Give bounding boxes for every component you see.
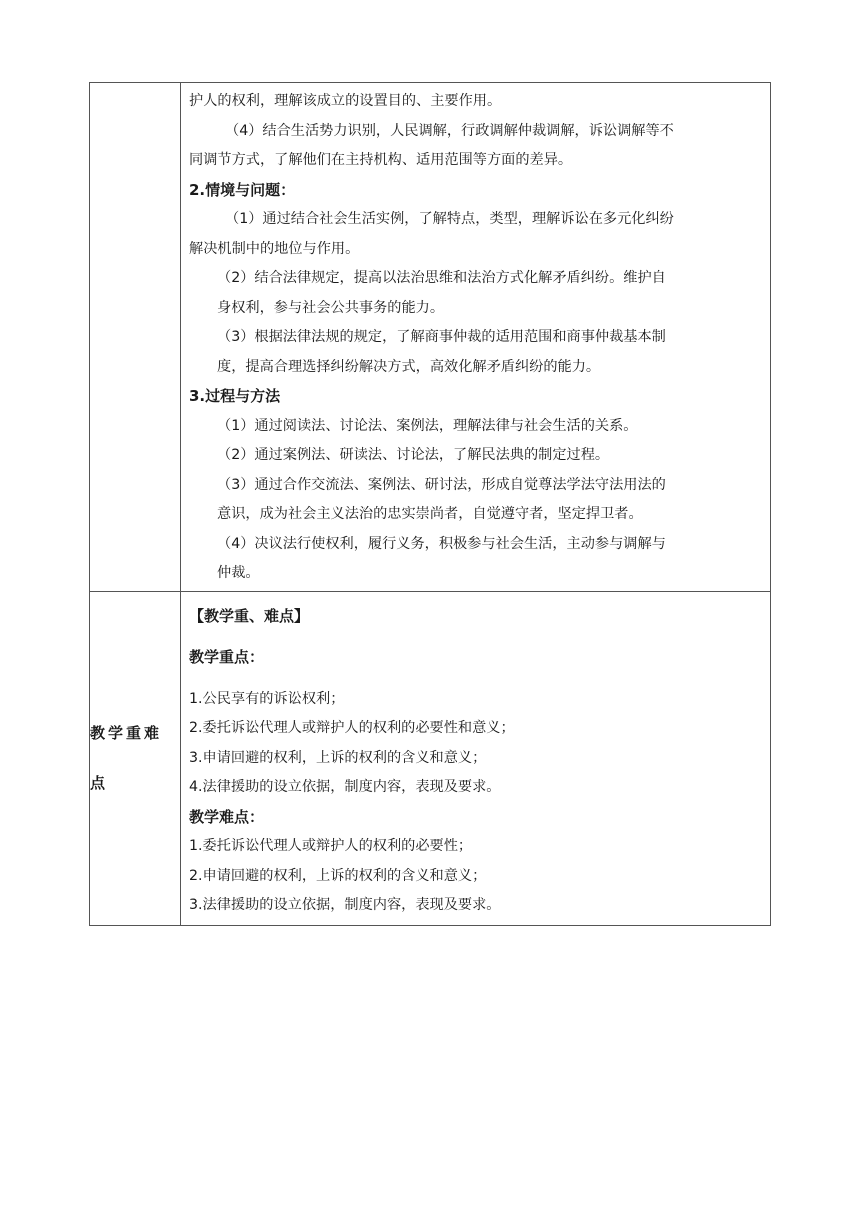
- key-point-item: 3.申请回避的权利，上诉的权利的含义和意义；: [189, 749, 487, 766]
- lesson-plan-table: [89, 82, 771, 926]
- difficult-points-title: 教学难点：: [189, 807, 265, 826]
- objectives-line: （1）通过阅读法、讨论法、案例法，理解法律与社会生活的关系。: [217, 417, 638, 434]
- objectives-line: （2）通过案例法、研读法、讨论法，了解民法典的制定过程。: [217, 447, 610, 463]
- key-point-item: 2.委托诉讼代理人或辩护人的权利的必要性和意义；: [189, 720, 515, 736]
- objectives-line: 身权利，参与社会公共事务的能力。: [217, 299, 445, 316]
- key-points-content: [181, 592, 770, 925]
- row-label-line-1: 教学重难: [90, 724, 163, 742]
- objectives-line: （3）根据法律法规的规定，了解商事仲裁的适用范围和商事仲裁基本制: [217, 329, 666, 345]
- objectives-line: 仲裁。: [217, 565, 260, 581]
- table-row-key-points: [90, 591, 771, 925]
- objectives-line: 护人的权利，理解该成立的设置目的、主要作用。: [189, 93, 502, 109]
- key-points-title: 教学重点：: [189, 648, 265, 666]
- key-points-cell: [181, 591, 771, 925]
- table-row-objectives: [90, 83, 771, 592]
- objectives-line: （4）结合生活势力识别，人民调解，行政调解仲裁调解，诉讼调解等不: [225, 122, 674, 139]
- row-label-cell-empty: [90, 83, 181, 592]
- objectives-heading: 3.过程与方法: [189, 387, 281, 405]
- row-label-key-difficult: [90, 591, 181, 925]
- row-label-line-2: 点: [90, 774, 109, 792]
- objectives-line: （1）通过结合社会生活实例，了解特点，类型，理解诉讼在多元化纠纷: [225, 211, 674, 227]
- objectives-line: （2）结合法律规定，提高以法治思维和法治方式化解矛盾纠纷。维护自: [217, 270, 666, 286]
- objectives-cell: [181, 83, 771, 592]
- difficult-point-item: 1.委托诉讼代理人或辩护人的权利的必要性；: [189, 838, 473, 854]
- objectives-line: 同调节方式，了解他们在主持机构、适用范围等方面的差异。: [189, 152, 573, 168]
- objectives-line: 解决机制中的地位与作用。: [189, 240, 360, 257]
- key-point-item: 1.公民享有的诉讼权利；: [189, 690, 345, 707]
- difficult-point-item: 3.法律援助的设立依据，制度内容，表现及要求。: [189, 897, 501, 913]
- objectives-heading: 2.情境与问题：: [189, 180, 296, 199]
- section-title: 【教学重、难点】: [189, 606, 310, 625]
- key-point-item: 4.法律援助的设立依据，制度内容，表现及要求。: [189, 779, 501, 795]
- objectives-line: 意识，成为社会主义法治的忠实崇尚者，自觉遵守者，坚定捍卫者。: [217, 506, 643, 522]
- objectives-line: 度，提高合理选择纠纷解决方式，高效化解矛盾纠纷的能力。: [217, 358, 601, 375]
- objectives-content: [181, 83, 770, 591]
- objectives-line: （3）通过合作交流法、案例法、研讨法，形成自觉尊法学法守法用法的: [217, 476, 666, 493]
- objectives-line: （4）决议法行使权利，履行义务，积极参与社会生活，主动参与调解与: [217, 535, 666, 552]
- difficult-point-item: 2.申请回避的权利，上诉的权利的含义和意义；: [189, 867, 487, 884]
